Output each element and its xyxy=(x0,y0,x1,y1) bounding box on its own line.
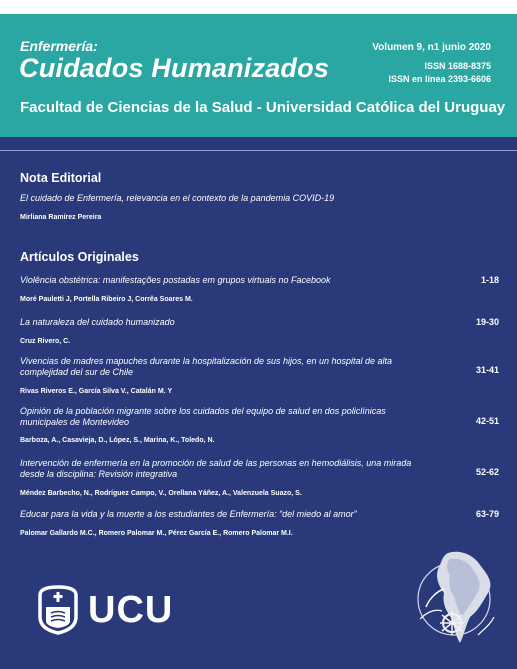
journal-header-band xyxy=(0,14,517,137)
article-authors: Méndez Barbecho, N., Rodríguez Campo, V., Orellana Yáñez, A., Valenzuela Suazo, S. xyxy=(20,490,302,497)
article-title[interactable]: Intervención de enfermería en la promoción de salud de las personas en hemodiálisis, una mirada desde la disciplina: Revisión integrativa xyxy=(20,458,412,479)
article-pages: 19-30 xyxy=(475,317,499,327)
issn-online: ISSN en línea 2393-6606 xyxy=(388,74,491,84)
article-pages: 52-62 xyxy=(475,467,499,477)
ucu-logo-text: UCU xyxy=(88,589,174,631)
journal-kicker: Enfermería: xyxy=(20,38,98,54)
divider-line xyxy=(0,150,517,151)
south-america-emblem-icon xyxy=(408,545,504,654)
faculty-line: Facultad de Ciencias de la Salud - Universidad Católica del Uruguay xyxy=(20,99,506,116)
article-title[interactable]: Vivencias de madres mapuches durante la hospitalización de sus hijos, en un hospital de alta complejidad del sur de Chile xyxy=(20,356,393,377)
article-authors: Palomar Gallardo M.C., Romero Palomar M., Pérez García E., Romero Palomar M.I. xyxy=(20,530,293,537)
article-pages: 31-41 xyxy=(475,365,499,375)
journal-title: Cuidados Humanizados xyxy=(19,53,330,83)
article-title[interactable]: La naturaleza del cuidado humanizado xyxy=(20,317,175,327)
editorial-title[interactable]: El cuidado de Enfermería, relevancia en el contexto de la pandemia COVID-19 xyxy=(20,193,335,203)
article-title[interactable]: Violência obstétrica: manifestações postadas em grupos virtuais no Facebook xyxy=(20,275,331,285)
top-margin xyxy=(0,0,517,14)
article-pages: 63-79 xyxy=(475,509,499,519)
article-title[interactable]: Opinión de la población migrante sobre los cuidados del equipo de salud en dos policlínicas municipales de Montevideo xyxy=(20,406,386,427)
article-title[interactable]: Educar para la vida y la muerte a los estudiantes de Enfermería: “del miedo al amor” xyxy=(20,509,357,519)
article-authors: Rivas Riveros E., García Silva V., Catalán M. Y xyxy=(20,388,173,395)
article-authors: Barboza, A., Casavieja, D., López, S., Marina, K., Toledo, N. xyxy=(20,437,215,444)
article-authors: Moré Pauletti J, Portella Ribeiro J, Corrêa Soares M. xyxy=(20,296,193,303)
article-pages: 1-18 xyxy=(480,275,499,285)
article-authors: Cruz Rivero, C. xyxy=(20,338,71,345)
editorial-heading: Nota Editorial xyxy=(20,171,102,185)
editorial-authors: Mirliana Ramírez Pereira xyxy=(20,214,102,221)
article-pages: 42-51 xyxy=(475,416,499,426)
volume-info: Volumen 9, n1 junio 2020 xyxy=(372,42,491,53)
issn-print: ISSN 1688-8375 xyxy=(424,61,491,71)
articles-heading: Artículos Originales xyxy=(20,250,139,264)
ucu-shield-icon xyxy=(36,583,80,640)
